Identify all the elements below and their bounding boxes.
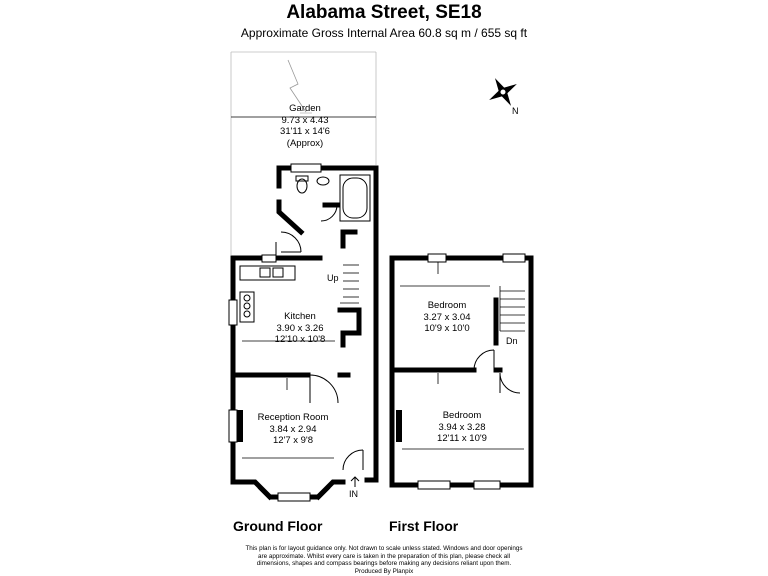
bedroom-2-imperial: 12'11 x 10'9 [437,433,487,444]
garden-note: (Approx) [286,137,324,149]
ground-stairs [340,265,359,303]
bedroom-1-name: Bedroom [427,300,467,311]
compass-north-label: N [512,106,519,116]
reception-name: Reception Room [257,412,329,423]
bathroom-fixtures [296,175,370,221]
kitchen-name: Kitchen [284,311,316,322]
first-floor-label: First Floor [389,518,459,534]
reception-label [238,412,348,447]
bedroom-2-name: Bedroom [442,410,482,421]
plan-subtitle: Approximate Gross Internal Area 60.8 sq m / 655 sq ft [240,26,528,40]
producer-credit: Produced By Planpix [354,567,414,575]
garden-name: Garden [289,103,321,114]
ground-floor-label: Ground Floor [233,518,323,534]
reception-imperial: 12'7 x 9'8 [272,435,314,446]
garden-outline [231,52,376,255]
stairs-up-label: Up [327,273,339,283]
disclaimer-line-1: This plan is for layout guidance only. Not drawn to scale unless stated. Windows and door openings [245,545,523,552]
reception-metric: 3.84 x 2.94 [269,423,317,435]
entrance-arrow [351,477,359,487]
garden-label [250,103,360,149]
bedroom-1-label [392,300,502,335]
first-floor-walls [392,258,531,485]
bedroom-1-metric: 3.27 x 3.04 [423,311,471,323]
disclaimer [200,545,568,575]
bedroom-2-label [407,410,517,445]
kitchen-imperial: 12'10 x 10'8 [274,334,326,345]
stairs-down-label: Dn [506,336,518,346]
disclaimer-line-3: dimensions, shapes and compass bearings before making any decisions reliant upon them. [256,560,512,568]
garden-metric: 9.73 x 4.43 [281,114,329,126]
garden-imperial: 31'11 x 14'6 [280,126,330,137]
plan-title: Alabama Street, SE18 [286,2,482,23]
kitchen-label [245,311,355,346]
disclaimer-line-2: are approximate. Whilst every care is taken in the preparation of this plan, please check all [257,552,510,560]
first-fireplace [396,410,402,442]
kitchen-metric: 3.90 x 3.26 [276,322,324,334]
entrance-label: IN [349,489,358,499]
bedroom-1-imperial: 10'9 x 10'0 [424,323,470,334]
first-stairs [500,286,525,331]
bedroom-2-metric: 3.94 x 3.28 [438,421,486,433]
